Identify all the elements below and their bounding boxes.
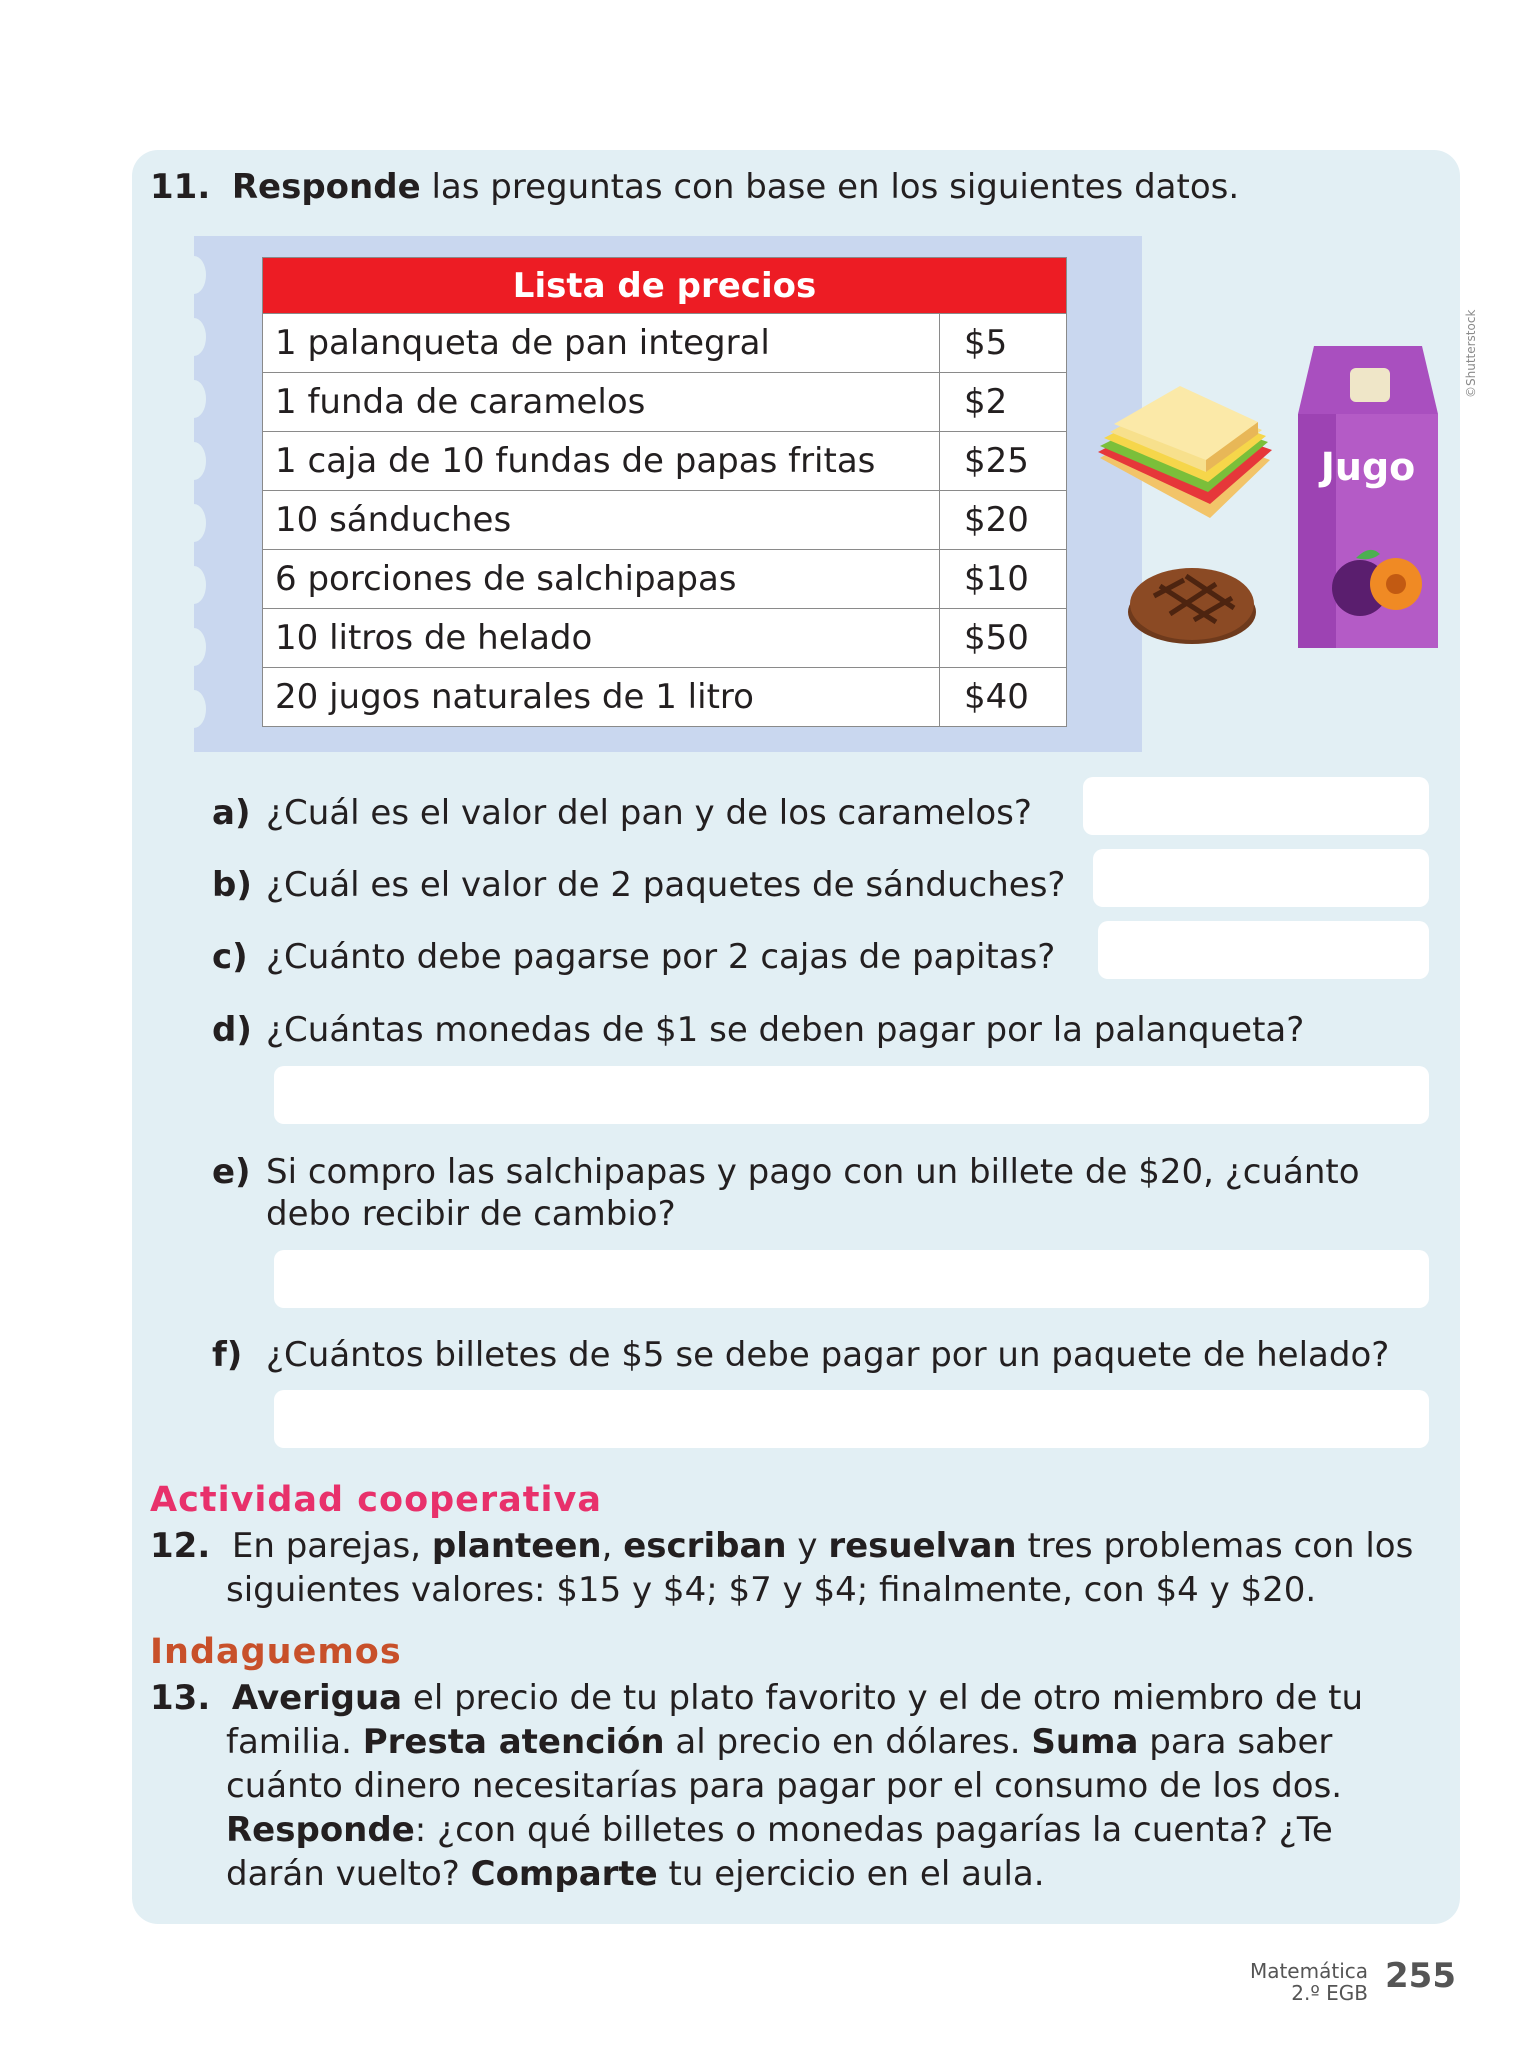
question-number: 11. — [150, 167, 211, 207]
grade-label: 2.º EGB — [1291, 1981, 1368, 2005]
bread-icon — [1124, 556, 1260, 648]
bold-verb: Presta atención — [362, 1722, 665, 1762]
table-row — [263, 550, 1067, 609]
price-cell: $10 — [940, 550, 1067, 609]
question-label: e) — [212, 1152, 251, 1192]
bold-verb: Responde — [226, 1810, 415, 1850]
page-number: 255 — [1385, 1956, 1456, 1996]
text-segment: al precio en dólares. — [675, 1722, 1021, 1762]
question-text: ¿Cuál es el valor de 2 paquetes de sánduches? — [266, 865, 1066, 905]
question-label: c) — [212, 937, 248, 977]
bold-verb: Averigua — [231, 1678, 403, 1718]
question-label: a) — [212, 793, 251, 833]
question-label: b) — [212, 865, 252, 905]
item-cell: 6 porciones de salchipapas — [263, 550, 940, 609]
text-segment: el precio de tu plato favorito y el de otro miembro de tu — [412, 1678, 1364, 1718]
question-12 — [150, 1524, 1413, 1612]
text-segment: y — [797, 1526, 818, 1566]
price-list-title: Lista de precios — [263, 258, 1067, 314]
answer-box-e[interactable] — [274, 1250, 1429, 1308]
inquiry-heading: Indaguemos — [150, 1632, 402, 1672]
notepad-hole — [182, 504, 206, 542]
question-e — [212, 1151, 1360, 1235]
question-text-line1: Si compro las salchipapas y pago con un billete de $20, ¿cuánto — [266, 1152, 1360, 1192]
notepad-hole — [182, 380, 206, 418]
price-cell: $40 — [940, 668, 1067, 727]
text-segment: , — [601, 1526, 613, 1566]
question-label: d) — [212, 1010, 252, 1050]
notepad-hole — [182, 442, 206, 480]
question-text: ¿Cuál es el valor del pan y de los caramelos? — [266, 793, 1032, 833]
answer-box-f[interactable] — [274, 1390, 1429, 1448]
bold-verb: Suma — [1031, 1722, 1139, 1762]
text-segment: En parejas, — [231, 1526, 422, 1566]
bold-verb: escriban — [623, 1526, 787, 1566]
item-cell: 1 caja de 10 fundas de papas fritas — [263, 432, 940, 491]
notepad-hole — [182, 628, 206, 666]
question-f — [212, 1334, 1389, 1376]
item-cell: 10 litros de helado — [263, 609, 940, 668]
price-cell: $2 — [940, 373, 1067, 432]
price-cell: $25 — [940, 432, 1067, 491]
notepad-hole — [182, 690, 206, 728]
item-cell: 1 palanqueta de pan integral — [263, 314, 940, 373]
price-list-table — [262, 257, 1067, 727]
cooperative-heading: Actividad cooperativa — [150, 1480, 602, 1520]
price-cell: $20 — [940, 491, 1067, 550]
juice-label: Jugo — [1320, 445, 1416, 489]
item-cell: 1 funda de caramelos — [263, 373, 940, 432]
text-segment: : ¿con qué billetes o monedas pagarías la cuenta? ¿Te — [414, 1810, 1333, 1850]
footer-subject — [1250, 1960, 1368, 2004]
text-line: cuánto dinero necesitarías para pagar por el consumo de los dos. — [226, 1766, 1343, 1806]
notepad-hole — [182, 566, 206, 604]
question-number: 12. — [150, 1526, 211, 1566]
text-segment: tu ejercicio en el aula. — [668, 1854, 1045, 1894]
text-segment: darán vuelto? — [226, 1854, 460, 1894]
item-cell: 10 sánduches — [263, 491, 940, 550]
answer-box-c[interactable] — [1098, 921, 1429, 979]
question-a — [212, 792, 1032, 834]
text-segment: tres problemas con los — [1027, 1526, 1414, 1566]
item-cell: 20 jugos naturales de 1 litro — [263, 668, 940, 727]
question-text: ¿Cuántos billetes de $5 se debe pagar por un paquete de helado? — [266, 1335, 1390, 1375]
answer-box-d[interactable] — [274, 1066, 1429, 1124]
sandwich-icon — [1090, 380, 1280, 520]
answer-box-a[interactable] — [1083, 777, 1429, 835]
question-text: ¿Cuánto debe pagarse por 2 cajas de papitas? — [266, 937, 1056, 977]
image-credit: ©Shutterstock — [1464, 309, 1478, 398]
question-text-line2: debo recibir de cambio? — [266, 1194, 676, 1234]
bold-verb: resuelvan — [828, 1526, 1017, 1566]
price-cell: $50 — [940, 609, 1067, 668]
table-row — [263, 373, 1067, 432]
price-cell: $5 — [940, 314, 1067, 373]
juice-carton-icon — [1296, 344, 1440, 650]
subject-name: Matemática — [1249, 1959, 1368, 1983]
answer-box-b[interactable] — [1093, 849, 1429, 907]
table-row — [263, 609, 1067, 668]
question-11-heading — [150, 166, 1239, 208]
table-row — [263, 491, 1067, 550]
question-b — [212, 864, 1065, 906]
question-text: ¿Cuántas monedas de $1 se deben pagar por la palanqueta? — [266, 1010, 1305, 1050]
question-c — [212, 936, 1055, 978]
instruction-verb: Responde — [231, 167, 421, 207]
instruction-text: las preguntas con base en los siguientes datos. — [431, 167, 1240, 207]
text-line: siguientes valores: $15 y $4; $7 y $4; finalmente, con $4 y $20. — [226, 1570, 1317, 1610]
table-row — [263, 432, 1067, 491]
question-d — [212, 1009, 1304, 1051]
table-row — [263, 314, 1067, 373]
notepad-hole — [182, 318, 206, 356]
bold-verb: Comparte — [470, 1854, 658, 1894]
table-row — [263, 668, 1067, 727]
bold-verb: planteen — [431, 1526, 602, 1566]
notepad-hole — [182, 256, 206, 294]
question-number: 13. — [150, 1678, 211, 1718]
text-segment: familia. — [226, 1722, 352, 1762]
question-label: f) — [212, 1335, 243, 1375]
question-13 — [150, 1676, 1363, 1896]
text-segment: para saber — [1149, 1722, 1333, 1762]
